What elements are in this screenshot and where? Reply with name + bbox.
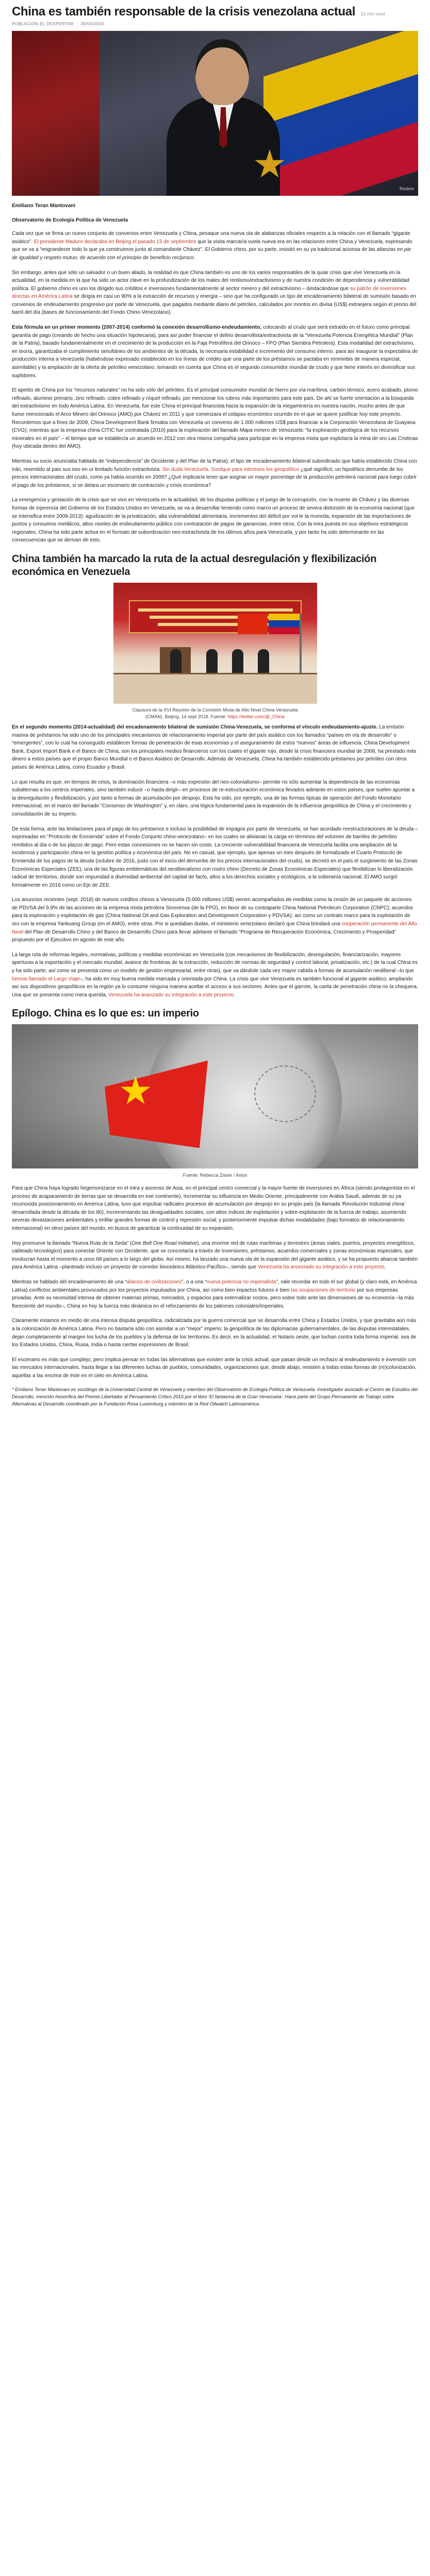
inline-link[interactable]: las ocupaciones de territorio	[291, 1287, 356, 1293]
paragraph: La larga ruta de reformas legales, normativas, políticas y medidas económicas en Venezuela (con mecanismos de flexibilización, desregulación, financiarización, mayores aperturas a la exportación y el mercado mundial, avance de fronteras de la extracción, reducción de normas de seguridad y control laboral, privatización, etc.) de la cual China es y ha sido parte, así como se presenta como un modelo de gestión empresarial, entre otras), que va dándole cada vez mayor cabida a formas de acumulación neoliberal –lo que hemos llamado el Largo Viaje–, ha sido en muy buena medida marcada y orientada por China. La crisis que vive Venezuela es también funcional al gigante asiático, ampliando así sus dispositivos geopolíticos en la región ya lo consume ninguna manera aceltar el acceso a sus sectores. Antes que el garrote, la carita de penetración china no la chequera. Una que se presenta como mera querida, Venezuela ha avanzado su integración a este proyecto.	[12, 952, 418, 998]
caption-link[interactable]: https://twitter.com/@_China	[227, 714, 285, 719]
figure-coin	[12, 1024, 418, 1179]
paragraph: La emergencia y gestación de la crisis que se vivo en Venezuela en la actualidad, de los disputas políticas y el juego de la corrupción, con la muerte de Chávez y las diversas formas de injerencia del Gobierno de los Estados Unidos en Venezuela, se va a desarrollar teniendo como marco un proceso de severa distorsión de la economía nacional (que se intensifica entre 2009-2013): agudización de la privatización, alta vulnerabilidad alimentaria, incrementos del déficit por vol le la moneda, expansión de las importaciones de puntos y consumos metálicos, altos niveles de endeudamiento público con contratación de pagos de ganancias, entre otros. Con la mira puesta en sus objetivos estratégicos regionales, China ha sido parte activa en el formato de subordinación neo-extractivista de los últimos años para Venezuela, y por tanto ha sido determinante en las consecuencias que se derivan de esto.	[12, 497, 415, 544]
paragraph: Lo que resulta es que, en tiempos de crisis, la dominación financiera –o más expresión del neo-colonialismo– permite no sólo aumentar la dependencia de las economías subalternas a los centros imperiales, sino también inducir –o hasta dirigir– en procesos de re-estructuración económica llevados adelante en estos países, que suelen apuntar a la desregulación y flexibilización, y por tanto a formas de acumulación por despojo. Esta ha sido, por ejemplo, una de las formas típicas de operación del Fondo Monetario Internacional, en el marco del llamado “Consenso de Washington” y, en claro, una lógica fundamental para la expansión de la influencia geopolítica de China y el crecimiento y consolidación de su Imperio.	[12, 779, 415, 817]
inline-link[interactable]: cooperación permanente del Alto Nivel	[12, 921, 417, 935]
paragraph: En el segundo momento (2014-actualidad) del encadenamiento bilateral de sumisión China-Venezuela, se conforma el vínculo endeudamiento-ajuste. La emisión masiva de préstamos ha sido uno de los principales mecanismos de relacionamiento imperial por parte del país asiático con los llamados “países en vía de desarrollo” o “emergentes”, con lo cual ha conseguido establecer formas de penetración de esas economías y el aseguramiento de estos “nuevos” áreas de influencia. China Development Bank, Export Import Bank e el Banco de China, son los principales medios financieros con los cuales el gigante rojo, desde la crisis financiera mundial de 2008, ha prestado más dinero a estos países que el propio Banco Mundial o el Banco Asiático de Desarrollo. Además de Venezuela, China ha también establecido préstamos por petróleo con otros países de América Latina, como Ecuador y Brasil.	[12, 724, 417, 770]
inline-link[interactable]: nueva potencia no imperialista	[206, 1279, 276, 1285]
figure-caption: Clausura de la XVI Reunión de la Comisión Mixta de Alto Nivel China-Venezuela (CMAN). Beijing, 14 sept 2018. Fuente: https://twitter.com/@_China	[132, 707, 298, 719]
figure-cman	[113, 583, 317, 720]
hero-china-flag	[12, 31, 100, 196]
article-title: China es también responsable de la crisis venezolana actual	[12, 5, 356, 19]
author-organization: Observatorio de Ecología Política de Venezuela	[12, 217, 128, 223]
paragraph: Los anuncios recientes (sept. 2018) de nuevos créditos chinos a Venezuela (5.000 millones US$) vienen acompañados de medidas como la cesión de un paquete de acciones de PDVSA del 9,9% de las acciones de la empresa mixta petrolera Sinovensa (de la FPO), en favor de su contraparte China National Petroleum Corporation (CNPC); acuerdos para la exploración y explotación de gas (China National Oil and Gas Exploration and Development Corporation y PDVSA); así como un contrato marco para la explotación de oro con la empresa Yankuang Group (en el AMO), entre otras. Por si quedaban dudas, el ministerio venezolano declaró que China brindará una cooperación permanente del Alto Nivel del Plan de Desarrollo Chino y del Banco de Desarrollo Chino para llevar adelante el llamado “Programa de Recuperación Económica, Crecimiento y Prosperidad” propuesto por el Ejecutivo en agosto de este año.	[12, 897, 417, 943]
paragraph: Mientras su socio anunciaba hablada de “independencia” de Occidente y del Plan de la Patria), el tipo de encadenamiento bilateral subordinado que había establecido China con Irán, resentido al pais sus eso en ur limitado función extractivista. Sin duda Venezuela, Sordque para intereses los geopolítico ¿qué significó, un hipotético derrumbe de los precios internacionales del crudo, como ya había ocurrido en 2009? ¿Qué implicaría tener que asignar un mayor porcentaje de la producción petrolera nacional para luego cubrir el pago de los préstamos, si se delara un escenario de contracción y crisis económica?	[12, 458, 417, 488]
hero-image	[12, 31, 418, 196]
inline-link[interactable]: Venezuela ha anunciado su integración a este proyecto	[257, 1264, 385, 1270]
paragraph: El escenario es más que complejo, pero implica pensar en todas las alternativas que existen ante la crisis actual, que pasan desde un rechazo al endeudamiento e inversión con las mercados internacionales, hasta llegar a las diferentes luchas de pueblos, comunidades, organizaciones que, desde abajo, resisten a todas estas formas de (re)colonización, aquellas a las encima de éste en el cielo en América Latina.	[12, 1357, 417, 1379]
china-flag	[105, 1060, 208, 1148]
paragraph: De esta forma, ante las limitaciones para el pago de los préstamos e incluso la posibilidad de impagos por parte de Venezuela, se han acordado reestructuraciones de la deuda –expresadas en “Protocolo de Enmienda” sobre el Fondo Conjunto chino-venezolano– en los cuales se alivianan la carga en términos del volumen de barriles de petróleo remitidos al día o de los plazos de pago. Pero estas concesiones no se hacen sin costo. La creciente vulnerabilidad financiera de Venezuela facilita una ampliación de la incidencia y participación china en la gestión política y económica del país. No en casual, que ejemplo, que apenas un mes después de formalizado el Cuarto Protocolo de Enmienda de los pagos de la deuda (octubre de 2016, justo con el inicio del derrumbe de los precios internacionales del crudo), se decretó en el país el surgimiento de las Zonas Económicas Especiales (ZEE), una de las figuras emblemáticas del neoliberalismo con rostro chino (Decreto de Zonas Económicas Especiales) que flexibilizan lo liberalización radical de territorios, donde son impunidad a diversidad ambiental del capital de facto, altos a los derechos sociales y ecológicos, a la soberanía nacional. El AMO surgió formalmente en 2016 como un Eje de ZEE.	[12, 826, 418, 888]
inline-link[interactable]: El presidente Maduro declaraba en Beijing el pasado 13 de septiembre	[34, 239, 196, 245]
inline-link[interactable]: Sordque para intereses los geopolítico	[211, 466, 300, 472]
meta-separator: ·	[75, 21, 78, 26]
paragraph: El apetito de China por los “recursos naturales” no ha sido sólo del petróleo. Es el principal consumidor mundial de hierro por vía marítima, carbón térmico, acero acabado, plomo refinado, aluminio primario, zinc refinado, cobre refinado y níquel refinado, por mencionar los rubros más importantes para este país. De ahí se fuerte orientación a la búsqueda del extractivismo en todo América Latina. En Venezuela, fue este China el principal financista hacia la expansión de la megaminería en nuestra nación, mucho antes de que fuese mencionado el Arco Minero del Orinoco (AMO) por Chávez en 2011 y que comenzara el colapso económico ocurrido en el que se quiere justificar hoy este proyecto. Recordemos que a fines de 2009, China Development Bank firmaba con Venezuela un convenio de 1.000 millones US$ para financiar a la Corporación Venezolana de Guayana (CVG); mientras que la empresa china CITIC fue contratada (2010) para la exploración del llamado Mapa minero de Venezuela: “la exploración geológica de los recursos minerales en el país” – el tiempo que se establecía un acuerdo en 2012 con otra misma compañía para participar en la empresa mixta que explotaría la mina de oro Las Cristinas (hoy ubicada dentro del AMO).	[12, 387, 418, 450]
paragraph: Hoy promueve la llamada “Nueva Ruta de la Seda” (One Belt One Road Initiative), una enorme red de rutas marítimas y terrestres (áreas viales, puertos, proyectos energéticos, cableado tecnológico) para conectar Oriente con Occidente, que se concretaría a través de inversiones, préstamos, acuerdos comerciales y zonas económicas especiales, que involucran hasta el momento a unos 68 países a lo largo del globo. Así mismo, ha lanzado una nueva ola de la expansión del gigante asiático, y se ha propuesto abarcar también para América Latina –planteado incluso un proyecto de corredor bioceánico Atlántico-Pacífico–, siendo que Venezuela ha anunciado su integración a este proyecto.	[12, 1240, 418, 1270]
article-category[interactable]: POBLACIÓN EL DESPERTAR	[12, 21, 74, 26]
paragraph: Claramente estamos en medio de una intensa disputa geopolítica, radicalizada por la guerra comercial que se desarrolla entre China y Estados Unidos, y que gravitaba aún más a la colonización de América Latina. Pero no bastaría sólo con asimilar a un “mejor” imperio: la geopolítica de las diplomacias gubernamentales, de las disputas interestatales, dejan completamente al margen los lucha de los pueblos y la defensa de los territorios. Es decir, en la actualidad, el Notario oeste, que luchan contra toda forma imperial, sea de los Estados Unidos, China, Rusia, India o hasta ciertas expresiones de Brasil.	[12, 1318, 417, 1348]
inline-link[interactable]: hemos llamado el Largo Viaje	[12, 976, 80, 982]
figure-caption: Fuente: Rebecca Zisser / Axios	[183, 1173, 247, 1178]
title-row	[12, 0, 418, 20]
paragraph: Sin embargo, antes que sólo un salvador o un buen aliado, la realidad es que China también es uno de los varios responsables de la quiar crisis que vive Venezuela en la actualidad, en la medida en la que ha sido un actor clave en la profundización de los males del rentismo/extractivismo y de nuestra condición de dependencia y vulnerabilidad política. El gobierno chino es uno los dirigido sus créditos e inversiones fundamentalmente al sector minero y del extractivismo – destacándose que su patrón de inversiones directas en América Latina se dirigía en casi un 90% a la extracción de recursos y energía – sino que ha configurado un tipo de encadenamiento bilateral de sumisión basado en convenios de endeudamiento progresivo por parte de Venezuela, que pagados mediante diario de petróleo, calculados por montos en divisa (US$) extranjera según el precio del barril del día (bases de funcionamiento del Fondo Chino-Venezolano).	[12, 269, 417, 316]
author-footnote: * Emiliano Teran Mantovani es sociólogo de la Universidad Central de Venezuela y miembro del Observatorio de Ecología Política de Venezuela. Investigador asociado al Centro de Estudios del Desarrollo, mención honorífica del Premio Libertador al Pensamiento Crítico 2015 por el libro ‘El fantasma de la Gran Venezuela’. Hace parte del Grupo Permanente de Trabajo sobre Alternativas al Desarrollo coordinado por la Fundación Rosa Luxemburg y miembro de la Red Oilwatch Latinoamérica.	[12, 1387, 418, 1407]
section-heading: Epílogo. China es lo que es: un imperio	[12, 1008, 199, 1020]
paragraph: Cada vez que se firma un nuevo conjunto de convenios entre Venezuela y China, pesaque una nueva ola de alabanzas oficiales respecto a la relación con el llamado “gigante asiático”. El presidente Maduro declaraba en Beijing el pasado 13 de septiembre que la visita marcaría vuela nueva era en las relaciones entre China y Venezuela, expresando que se va a “engrandecer todo lo que ya construimos junto al comandante Chávez”. El Gobierno chino, por su parte, insistió en su ya tradicional acionsa de las alianzas en pie de igualdad y respeto mutuo, de acuerdo con el principio de beneficio recíproco.	[12, 231, 412, 261]
hero-venezuela-flag	[263, 31, 418, 196]
cman-photo	[113, 583, 317, 704]
inline-link[interactable]: Venezuela ha avanzado su integración a este proyecto	[108, 992, 234, 998]
inline-link[interactable]: alianza de civilizaciones	[126, 1279, 182, 1285]
hero-credit: Reuters	[399, 186, 414, 191]
paragraph: Mientras se hablado del encadenamiento de una “alianza de civilizaciones”, o a una “nueva potencia no imperialista”, vale recordar en todo el sur global (y claro está, en América Latina) conflictos ambientales provocados por los proyectos impulsados por China, así como bien impactos futuros e bien las ocupaciones de territorio por sus empresas privadas. Ante su necesidad intensa de obtener materias primas, mercados, y espacios para externalizar costos, pero sobre todo ante las dimensiones de su economía –la más floreciente del mundo–, China en hoy la fuerza más dinámica en el reforzamiento de los patrones coloniales/imperiales.	[12, 1279, 417, 1309]
china-flag	[238, 614, 268, 634]
inline-link[interactable]: Sin duda Venezuela,	[162, 466, 210, 472]
author-name: Emiliano Teran Mantovani	[12, 202, 76, 209]
coin-photo	[12, 1024, 418, 1168]
paragraph: Para que China haya logrado hegemonizarse en el intra y ascenso de Asia, en el principal centro comercial y la mayor fuente de inversiones en África (siendo protagonista en el proceso de acaparamiento de tierras que se desarrolla en ese continente), incrementar su influencia en Medio Oriente, principalmente con Arabia Saudí, además de su ya reconocida posicionamiento en América Latina, tuvo que impulsar radicales procesos de acumulación por despojo en su propio país (la llamada ‘Revolución Industrial china’ desarrollada desde la década de los 80), incrementando las desigualdades sociales, con altos índices de explotación y sobre-explotación de la fuerza de trabajo, asumiendo severas devastaciones ambientales y enfilar grandes formas de control y represión social; y posteriormente impulsar dichas modalidades (bajo formatos de relacionamiento internacional) en otros países del mundo, en busca de garantizar la continuidad de su expansión.	[12, 1185, 415, 1231]
reading-time: 15 min read	[360, 11, 385, 16]
article-meta	[12, 21, 418, 28]
article-date: 30/04/2019	[80, 21, 104, 26]
paragraph: Esta fórmula en un primer momento (2007-2014) conformó la conexión desarrollismo-endeudamiento, colocando al crudo que será extraído en el futuro como principal garantía de pago (creando de hecho una situación hipotecaria), para así poder financiar el delirio desarrollista/extractivista de la “Venezuela Potencia Energética Mundial” (Plan de la Patria), basado fundamentalmente en el crecimiento de la producción en la Faja Petrolífera del Orinoco – FPO (Plan Siembra Petrolera). Esta modalidad del extractivismo, en teoría, garantizaba el cumplimiento simultáneo de los ambientes de la década, la necesaria estabilidad e incremento del consumo interno, para así inaugurar la expectativa de producción interna a Venezuela (habiéndose expresado establecido en los líneas de crédito que una parte de los préstamos se pactaba en renminbis de manera especial, asimilable) y la ampliación de la oferta de petróleo venezolano, tomando en cuenta que China es el segundo consumidor mundial de crudo y que tiene interés en diversificar sus suplidores.	[12, 325, 418, 379]
section-heading: China también ha marcado la ruta de la actual desregulación y flexibilización económica en Venezuela	[12, 553, 377, 578]
venezuela-flag	[269, 614, 300, 634]
inline-link[interactable]: su patrón de inversiones directas en América Latina	[12, 285, 406, 300]
